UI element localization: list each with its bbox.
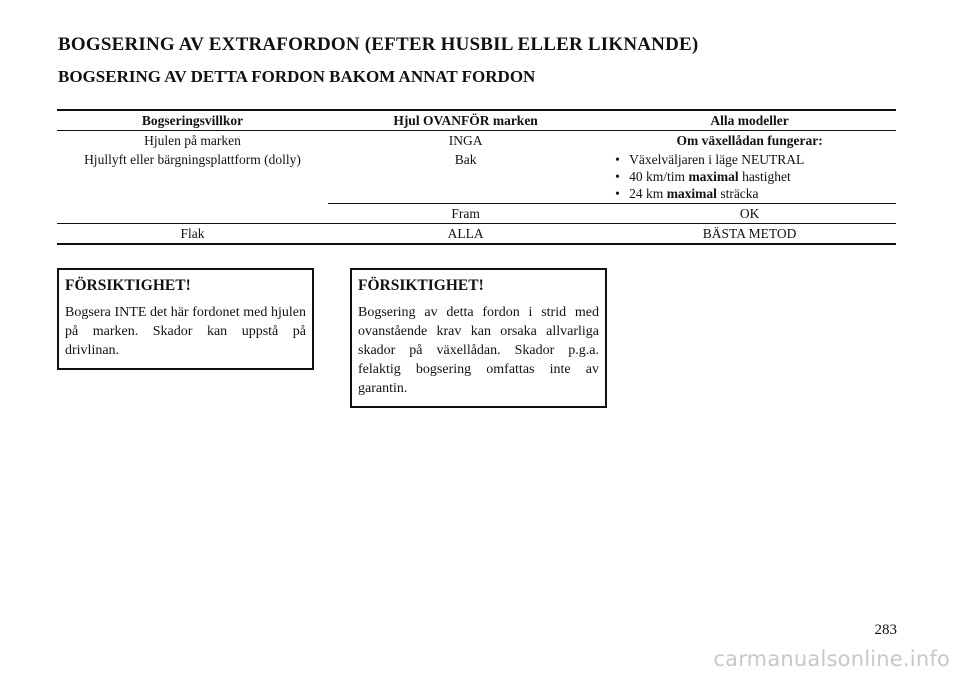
cell-models: OK xyxy=(739,206,760,221)
caution-box-drivetrain xyxy=(57,268,314,370)
conditions-list xyxy=(607,151,892,202)
table-header-row xyxy=(57,110,896,131)
list-item: • Växelväljaren i läge NEUTRAL xyxy=(621,151,892,168)
cell-condition: Hjulen på marken xyxy=(144,133,241,148)
caution-box-transmission xyxy=(350,268,607,408)
watermark: carmanualsonline.info xyxy=(713,647,950,671)
table-row xyxy=(57,131,896,151)
caution-title: FÖRSIKTIGHET! xyxy=(358,277,484,294)
conditions-title: Om växellådan fungerar: xyxy=(676,133,823,148)
table-row xyxy=(57,224,896,245)
section-subheading: BOGSERING AV DETTA FORDON BAKOM ANNAT FORDON xyxy=(58,67,536,86)
cell-wheels: INGA xyxy=(448,133,483,148)
list-item: • 40 km/tim maximal hastighet xyxy=(621,168,892,185)
list-item: • 24 km maximal sträcka xyxy=(621,185,892,202)
cell-wheels: Fram xyxy=(451,206,480,221)
caution-text: Bogsering av detta fordon i strid med ovanstående krav kan orsaka allvarliga skador på växellådan. Skador p.g.a. felaktig bogsering omfattas inte av garantin. xyxy=(358,305,599,396)
cell-condition: Hjullyft eller bärgningsplattform (dolly) xyxy=(84,152,301,167)
caution-title: FÖRSIKTIGHET! xyxy=(65,277,191,294)
cell-models: BÄSTA METOD xyxy=(702,226,797,241)
cell-wheels: ALLA xyxy=(447,226,484,241)
caution-text: Bogsera INTE det här fordonet med hjulen på marken. Skador kan uppstå på drivlinan. xyxy=(65,305,306,358)
page-number: 283 xyxy=(874,622,897,638)
section-heading: BOGSERING AV EXTRAFORDON (EFTER HUSBIL ELLER LIKNANDE) xyxy=(58,34,699,55)
header-condition: Bogseringsvillkor xyxy=(141,113,244,128)
cell-wheels: Bak xyxy=(454,152,477,167)
header-wheels: Hjul OVANFÖR marken xyxy=(393,113,538,128)
cell-condition: Flak xyxy=(180,226,205,241)
header-models: Alla modeller xyxy=(710,113,789,128)
towing-table xyxy=(57,109,896,245)
cell-conditions-block xyxy=(603,131,896,204)
